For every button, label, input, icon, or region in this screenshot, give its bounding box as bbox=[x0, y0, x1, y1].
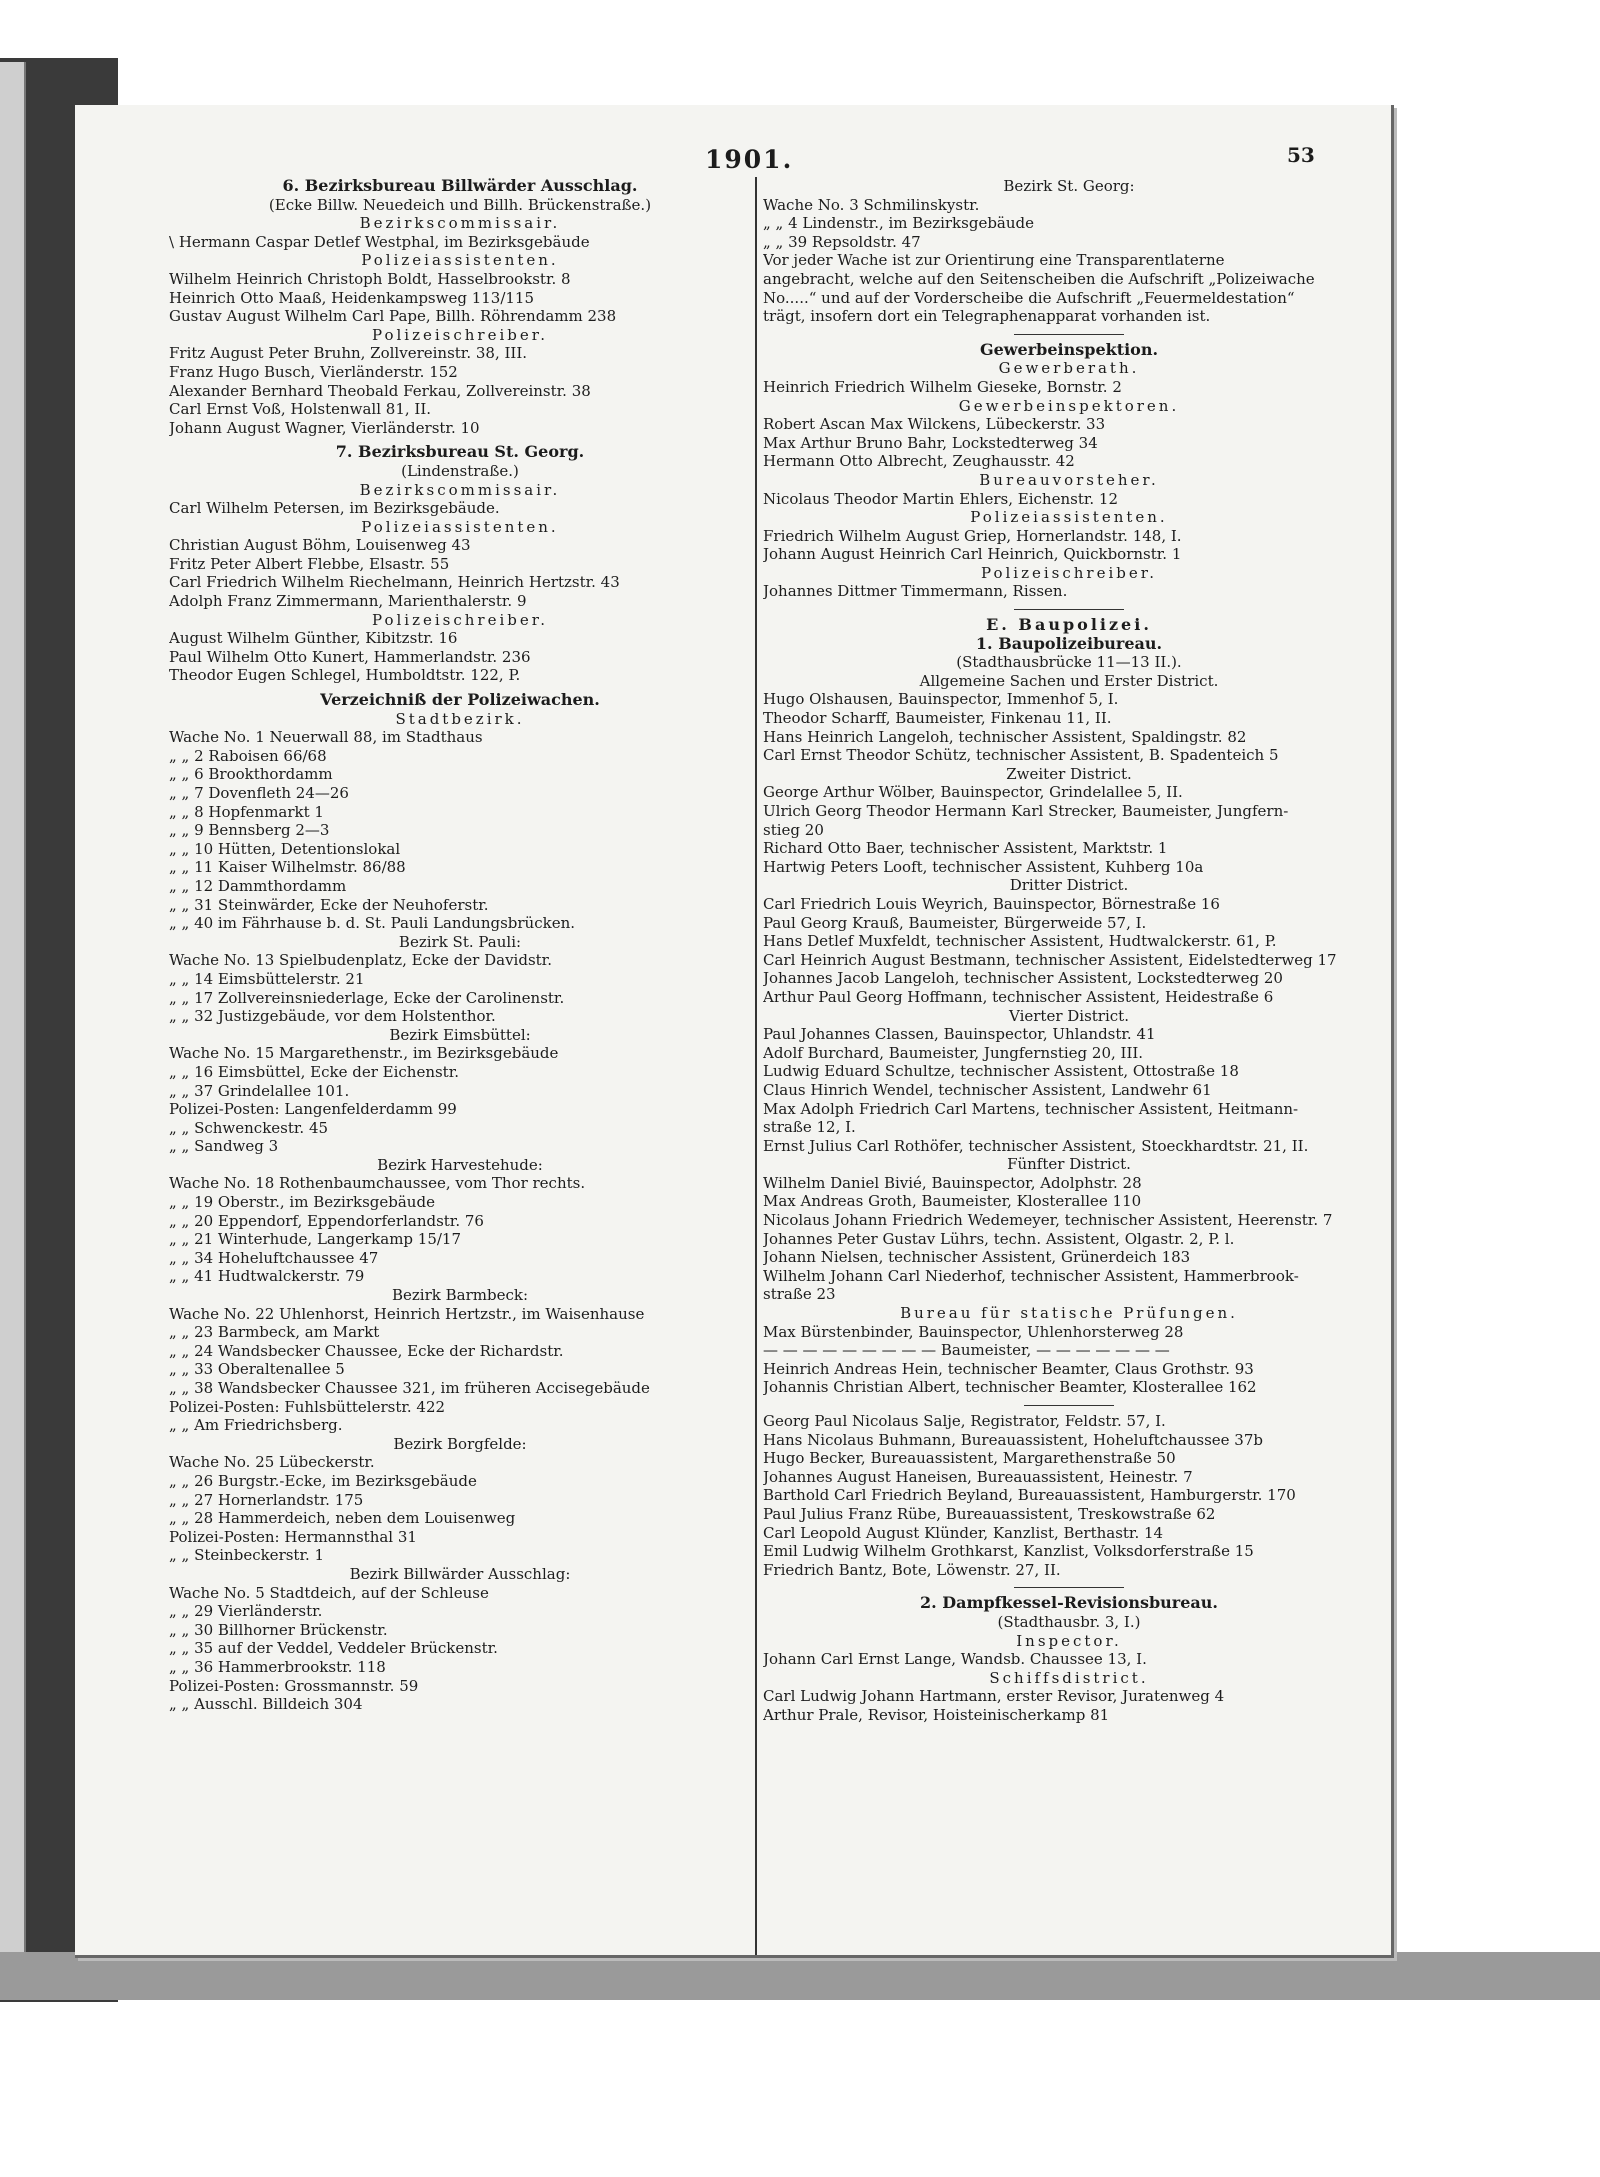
entry-line: Arthur Paul Georg Hoffmann, technischer Assistent, Heidestraße 6 bbox=[763, 987, 1274, 1006]
centered-label: Bezirk St. Georg: bbox=[1003, 177, 1135, 195]
separator-rule bbox=[1024, 1405, 1114, 1406]
subsection-title: Bureau für statische Prüfungen. bbox=[900, 1304, 1238, 1323]
page-year: 1901. bbox=[705, 145, 794, 174]
entry-line: Paul Georg Krauß, Baumeister, Bürgerweide 57, I. bbox=[763, 913, 1147, 932]
centered-label: Vierter District. bbox=[1009, 1006, 1129, 1025]
entry-line: Carl Leopold August Klünder, Kanzlist, Berthastr. 14 bbox=[763, 1523, 1164, 1542]
entry-line: „ „ 28 Hammerdeich, neben dem Louisenweg bbox=[169, 1509, 516, 1528]
entry-line: „ „ 12 Dammthordamm bbox=[169, 876, 347, 895]
entry-line: Fritz Peter Albert Flebbe, Elsastr. 55 bbox=[169, 554, 450, 573]
entry-line: Claus Hinrich Wendel, technischer Assistent, Landwehr 61 bbox=[763, 1080, 1212, 1099]
entry-line: Alexander Bernhard Theobald Ferkau, Zollvereinstr. 38 bbox=[169, 381, 591, 400]
entry-line: „ „ 34 Hoheluftchaussee 47 bbox=[169, 1248, 379, 1267]
entry-line: Johannes Jacob Langeloh, technischer Assistent, Lockstedterweg 20 bbox=[763, 969, 1283, 988]
entry-line: „ „ 14 Eimsbüttelerstr. 21 bbox=[169, 969, 365, 988]
entry-line: Friedrich Bantz, Bote, Löwenstr. 27, II. bbox=[763, 1560, 1061, 1579]
centered-label: (Stadthausbr. 3, I.) bbox=[997, 1612, 1141, 1631]
entry-line: „ „ 8 Hopfenmarkt 1 bbox=[169, 802, 324, 821]
entry-line: „ „ 35 auf der Veddel, Veddeler Brückenstr. bbox=[169, 1639, 498, 1658]
entry-line: No.....“ und auf der Vorderscheibe die Aufschrift „Feuermeldestation“ bbox=[763, 288, 1295, 307]
document-page bbox=[75, 105, 1394, 1958]
centered-label: Bezirk St. Pauli: bbox=[398, 932, 522, 951]
separator-rule bbox=[1014, 1587, 1124, 1588]
entry-line: Hugo Olshausen, Bauinspector, Immenhof 5, I. bbox=[763, 690, 1119, 709]
subsection-title: Polizeischreiber. bbox=[980, 563, 1158, 582]
entry-line: George Arthur Wölber, Bauinspector, Grindelallee 5, II. bbox=[763, 783, 1183, 802]
entry-line: Friedrich Wilhelm August Griep, Hornerlandstr. 148, I. bbox=[763, 526, 1182, 545]
centered-label: Bezirk Harvestehude: bbox=[377, 1155, 543, 1174]
entry-line: August Wilhelm Günther, Kibitzstr. 16 bbox=[169, 629, 458, 648]
entry-line: „ „ 16 Eimsbüttel, Ecke der Eichenstr. bbox=[169, 1062, 459, 1081]
entry-line: stieg 20 bbox=[763, 820, 824, 839]
entry-line: Theodor Scharff, Baumeister, Finkenau 11, II. bbox=[763, 709, 1112, 728]
entry-line: „ „ Schwenckestr. 45 bbox=[169, 1118, 329, 1137]
left-column bbox=[169, 177, 751, 1714]
entry-line: Polizei-Posten: Grossmannstr. 59 bbox=[169, 1676, 419, 1695]
entry-line: Paul Johannes Classen, Bauinspector, Uhlandstr. 41 bbox=[763, 1025, 1156, 1044]
entry-line: „ „ 9 Bennsberg 2—3 bbox=[169, 821, 330, 840]
entry-line: „ „ 21 Winterhude, Langerkamp 15/17 bbox=[169, 1230, 462, 1249]
entry-line: angebracht, welche auf den Seitenscheiben die Aufschrift „Polizeiwache bbox=[763, 269, 1315, 288]
entry-line: „ „ 30 Billhorner Brückenstr. bbox=[169, 1620, 388, 1639]
entry-line: Hans Detlef Muxfeldt, technischer Assistent, Hudtwalckerstr. 61, P. bbox=[763, 932, 1277, 951]
entry-line: Johann August Heinrich Carl Heinrich, Quickbornstr. 1 bbox=[763, 545, 1182, 564]
section-heading: Verzeichniß der Polizeiwachen. bbox=[320, 691, 600, 710]
centered-label: Zweiter District. bbox=[1006, 764, 1132, 783]
subsection-title: Polizeischreiber. bbox=[371, 325, 549, 344]
entry-line: „ „ 6 Brookthordamm bbox=[169, 765, 333, 784]
entry-line: „ „ 11 Kaiser Wilhelmstr. 86/88 bbox=[169, 858, 406, 877]
entry-line: „ „ 20 Eppendorf, Eppendorferlandstr. 76 bbox=[169, 1211, 484, 1230]
centered-label: Bezirk Billwärder Ausschlag: bbox=[349, 1564, 571, 1583]
entry-line: straße 12, I. bbox=[763, 1118, 856, 1137]
entry-line: Heinrich Otto Maaß, Heidenkampsweg 113/115 bbox=[169, 288, 535, 307]
centered-label: (Ecke Billw. Neuedeich und Billh. Brückenstraße.) bbox=[268, 195, 652, 214]
entry-line: Nicolaus Theodor Martin Ehlers, Eichenstr. 12 bbox=[763, 489, 1118, 508]
entry-line: Hartwig Peters Looft, technischer Assistent, Kuhberg 10a bbox=[763, 857, 1204, 876]
entry-line: „ „ 2 Raboisen 66/68 bbox=[169, 746, 327, 765]
entry-line: Johannes Peter Gustav Lührs, techn. Assistent, Olgastr. 2, P. l. bbox=[763, 1229, 1235, 1248]
entry-line: Adolph Franz Zimmermann, Marienthalerstr. 9 bbox=[169, 592, 527, 611]
entry-line: Hans Heinrich Langeloh, technischer Assistent, Spaldingstr. 82 bbox=[763, 727, 1247, 746]
entry-line: Polizei-Posten: Fuhlsbüttelerstr. 422 bbox=[169, 1397, 446, 1416]
entry-line: „ „ 40 im Fährhause b. d. St. Pauli Landungsbrücken. bbox=[169, 914, 576, 933]
entry-line: „ „ 39 Repsoldstr. 47 bbox=[763, 232, 921, 251]
subsection-title: Polizeiassistenten. bbox=[361, 517, 559, 536]
section-heading: 6. Bezirksbureau Billwärder Ausschlag. bbox=[282, 177, 638, 195]
subsection-title: Bezirkscommissair. bbox=[359, 480, 561, 499]
entry-line: Arthur Prale, Revisor, Hoisteinischerkamp 81 bbox=[763, 1705, 1110, 1724]
entry-line: „ „ 31 Steinwärder, Ecke der Neuhoferstr. bbox=[169, 895, 489, 914]
entry-line: Barthold Carl Friedrich Beyland, Bureauassistent, Hamburgerstr. 170 bbox=[763, 1486, 1296, 1505]
centered-label: (Stadthausbrücke 11—13 II.). bbox=[956, 653, 1182, 672]
entry-line: Hugo Becker, Bureauassistent, Margarethenstraße 50 bbox=[763, 1449, 1176, 1468]
entry-line: Max Adolph Friedrich Carl Martens, technischer Assistent, Heitmann- bbox=[763, 1099, 1299, 1118]
entry-line: Carl Wilhelm Petersen, im Bezirksgebäude. bbox=[169, 499, 500, 518]
entry-line: Wache No. 5 Stadtdeich, auf der Schleuse bbox=[169, 1583, 489, 1602]
entry-line: Ulrich Georg Theodor Hermann Karl Strecker, Baumeister, Jungfern- bbox=[763, 802, 1289, 820]
entry-line: „ „ 26 Burgstr.-Ecke, im Bezirksgebäude bbox=[169, 1471, 477, 1490]
scan-left-page-edge bbox=[0, 62, 26, 1998]
entry-line: Carl Friedrich Louis Weyrich, Bauinspector, Börnestraße 16 bbox=[763, 894, 1220, 913]
entry-line: Wilhelm Daniel Bivié, Bauinspector, Adolphstr. 28 bbox=[763, 1173, 1142, 1192]
entry-line: \ Hermann Caspar Detlef Westphal, im Bezirksgebäude bbox=[169, 232, 590, 251]
subsection-title: Bezirkscommissair. bbox=[359, 214, 561, 233]
entry-line: Emil Ludwig Wilhelm Grothkarst, Kanzlist, Volksdorferstraße 15 bbox=[763, 1542, 1254, 1561]
entry-line: Carl Heinrich August Bestmann, technischer Assistent, Eidelstedterweg 17 bbox=[763, 950, 1337, 969]
entry-line: trägt, insofern dort ein Telegraphenapparat vorhanden ist. bbox=[763, 307, 1211, 326]
entry-line: „ „ 38 Wandsbecker Chaussee 321, im früheren Accisegebäude bbox=[169, 1379, 650, 1397]
subsection-title: Polizeischreiber. bbox=[371, 610, 549, 629]
entry-line: Adolf Burchard, Baumeister, Jungfernstieg 20, III. bbox=[763, 1043, 1144, 1062]
entry-line: Ernst Julius Carl Rothöfer, technischer Assistent, Stoeckhardtstr. 21, II. bbox=[763, 1136, 1309, 1155]
right-column bbox=[763, 177, 1375, 1725]
centered-label: (Lindenstraße.) bbox=[401, 461, 519, 480]
entry-line: „ „ 37 Grindelallee 101. bbox=[169, 1081, 350, 1100]
entry-line: „ „ 32 Justizgebäude, vor dem Holstenthor. bbox=[169, 1007, 496, 1026]
entry-line: Ludwig Eduard Schultze, technischer Assistent, Ottostraße 18 bbox=[763, 1062, 1239, 1081]
entry-line: Max Bürstenbinder, Bauinspector, Uhlenhorsterweg 28 bbox=[763, 1322, 1184, 1341]
subsection-title: Gewerbeinspektoren. bbox=[958, 396, 1180, 415]
entry-line: straße 23 bbox=[763, 1285, 836, 1304]
centered-label: Bezirk Barmbeck: bbox=[391, 1286, 528, 1305]
entry-line: „ „ 23 Barmbeck, am Markt bbox=[169, 1323, 380, 1342]
centered-label: Fünfter District. bbox=[1007, 1155, 1131, 1174]
entry-line: Franz Hugo Busch, Vierländerstr. 152 bbox=[169, 362, 458, 381]
entry-line: Paul Julius Franz Rübe, Bureauassistent, Treskowstraße 62 bbox=[763, 1504, 1216, 1523]
entry-line: „ „ 36 Hammerbrookstr. 118 bbox=[169, 1657, 386, 1676]
entry-line: „ „ 33 Oberaltenallee 5 bbox=[169, 1360, 345, 1379]
entry-line: Johann August Wagner, Vierländerstr. 10 bbox=[169, 418, 480, 437]
entry-line: Hans Nicolaus Buhmann, Bureauassistent, Hoheluftchaussee 37b bbox=[763, 1430, 1263, 1449]
centered-label: Bezirk Eimsbüttel: bbox=[389, 1025, 531, 1044]
entry-line: Polizei-Posten: Hermannsthal 31 bbox=[169, 1527, 417, 1546]
subsection-title: Gewerberath. bbox=[998, 359, 1140, 378]
entry-line: „ „ Sandweg 3 bbox=[169, 1137, 279, 1156]
entry-line: Heinrich Friedrich Wilhelm Gieseke, Bornstr. 2 bbox=[763, 377, 1122, 396]
centered-label: Bezirk Borgfelde: bbox=[393, 1434, 527, 1453]
subsection-title: Inspector. bbox=[1016, 1631, 1122, 1650]
entry-line: Richard Otto Baer, technischer Assistent, Marktstr. 1 bbox=[763, 839, 1168, 858]
entry-line: Theodor Eugen Schlegel, Humboldtstr. 122, P. bbox=[169, 666, 521, 685]
entry-line: „ „ 17 Zollvereinsniederlage, Ecke der Carolinenstr. bbox=[169, 988, 565, 1007]
entry-line: „ „ 24 Wandsbecker Chaussee, Ecke der Richardstr. bbox=[169, 1341, 564, 1360]
entry-line: Carl Ernst Theodor Schütz, technischer Assistent, B. Spadenteich 5 bbox=[763, 746, 1279, 765]
section-heading: E. Baupolizei. bbox=[986, 616, 1152, 635]
subsection-title: Stadtbezirk. bbox=[395, 709, 525, 728]
entry-line: Wilhelm Johann Carl Niederhof, technischer Assistent, Hammerbrook- bbox=[763, 1266, 1299, 1285]
entry-line: Robert Ascan Max Wilckens, Lübeckerstr. 33 bbox=[763, 415, 1106, 434]
entry-line: Johann Carl Ernst Lange, Wandsb. Chaussee 13, I. bbox=[763, 1650, 1147, 1669]
entry-line: Johannes August Haneisen, Bureauassistent, Heinestr. 7 bbox=[763, 1467, 1193, 1486]
section-heading: 7. Bezirksbureau St. Georg. bbox=[335, 443, 585, 462]
column-divider bbox=[755, 177, 757, 1955]
separator-rule bbox=[1014, 334, 1124, 335]
scan-bottom-margin bbox=[0, 1952, 1600, 2000]
entry-line: „ „ Ausschl. Billdeich 304 bbox=[169, 1695, 363, 1714]
entry-line: Wache No. 1 Neuerwall 88, im Stadthaus bbox=[169, 728, 483, 747]
entry-line: Vor jeder Wache ist zur Orientirung eine Transparentlaterne bbox=[763, 251, 1225, 270]
entry-line: Paul Wilhelm Otto Kunert, Hammerlandstr. 236 bbox=[169, 647, 531, 666]
entry-line: Wache No. 18 Rothenbaumchaussee, vom Thor rechts. bbox=[169, 1174, 586, 1193]
entry-line: Wache No. 13 Spielbudenplatz, Ecke der Davidstr. bbox=[169, 951, 552, 970]
entry-line: Wache No. 22 Uhlenhorst, Heinrich Hertzstr., im Waisenhause bbox=[169, 1304, 645, 1323]
subsection-title: Polizeiassistenten. bbox=[361, 251, 559, 270]
entry-line: Max Andreas Groth, Baumeister, Klosterallee 110 bbox=[763, 1192, 1142, 1211]
section-heading: 1. Baupolizeibureau. bbox=[975, 634, 1163, 653]
entry-line: Wache No. 3 Schmilinskystr. bbox=[763, 195, 980, 214]
entry-line: Heinrich Andreas Hein, technischer Beamter, Claus Grothstr. 93 bbox=[763, 1359, 1254, 1378]
entry-line: „ „ Am Friedrichsberg. bbox=[169, 1416, 343, 1435]
entry-line: Polizei-Posten: Langenfelderdamm 99 bbox=[169, 1100, 457, 1119]
entry-line: „ „ 27 Hornerlandstr. 175 bbox=[169, 1490, 364, 1509]
entry-line: „ „ 7 Dovenfleth 24—26 bbox=[169, 784, 349, 802]
entry-line: Wilhelm Heinrich Christoph Boldt, Hasselbrookstr. 8 bbox=[169, 269, 571, 288]
subsection-title: Polizeiassistenten. bbox=[970, 508, 1168, 527]
entry-line: Gustav August Wilhelm Carl Pape, Billh. Röhrendamm 238 bbox=[169, 307, 617, 326]
entry-line: Johannis Christian Albert, technischer Beamter, Klosterallee 162 bbox=[763, 1378, 1257, 1397]
subsection-title: Schiffsdistrict. bbox=[989, 1668, 1149, 1687]
entry-line: „ „ 4 Lindenstr., im Bezirksgebäude bbox=[763, 214, 1035, 233]
entry-line: Wache No. 15 Margarethenstr., im Bezirksgebäude bbox=[169, 1044, 559, 1063]
separator-rule bbox=[1014, 609, 1124, 610]
entry-line: „ „ Steinbeckerstr. 1 bbox=[169, 1546, 325, 1565]
entry-line: Georg Paul Nicolaus Salje, Registrator, Feldstr. 57, I. bbox=[763, 1412, 1166, 1430]
entry-line: Wache No. 25 Lübeckerstr. bbox=[169, 1453, 375, 1472]
entry-line: — — — — — — — — — Baumeister, — — — — — — — bbox=[763, 1341, 1170, 1360]
entry-line: „ „ 41 Hudtwalckerstr. 79 bbox=[169, 1267, 365, 1286]
entry-line: „ „ 19 Oberstr., im Bezirksgebäude bbox=[169, 1193, 435, 1212]
entry-line: Fritz August Peter Bruhn, Zollvereinstr. 38, III. bbox=[169, 344, 528, 363]
centered-label: Allgemeine Sachen und Erster District. bbox=[919, 671, 1219, 690]
entry-line: Max Arthur Bruno Bahr, Lockstedterweg 34 bbox=[763, 433, 1098, 452]
section-heading: Gewerbeinspektion. bbox=[979, 340, 1159, 359]
section-heading: 2. Dampfkessel-Revisionsbureau. bbox=[920, 1594, 1218, 1613]
entry-line: Johannes Dittmer Timmermann, Rissen. bbox=[763, 582, 1068, 601]
page-number: 53 bbox=[1287, 143, 1315, 167]
entry-line: Nicolaus Johann Friedrich Wedemeyer, technischer Assistent, Heerenstr. 7 bbox=[763, 1211, 1333, 1230]
entry-line: „ „ 29 Vierländerstr. bbox=[169, 1602, 323, 1621]
entry-line: Carl Friedrich Wilhelm Riechelmann, Heinrich Hertzstr. 43 bbox=[169, 573, 620, 592]
entry-line: Carl Ernst Voß, Holstenwall 81, II. bbox=[169, 400, 432, 419]
subsection-title: Bureauvorsteher. bbox=[979, 470, 1159, 489]
centered-label: Dritter District. bbox=[1009, 876, 1129, 895]
entry-line: „ „ 10 Hütten, Detentionslokal bbox=[169, 839, 401, 858]
entry-line: Carl Ludwig Johann Hartmann, erster Revisor, Juratenweg 4 bbox=[763, 1687, 1225, 1706]
entry-line: Hermann Otto Albrecht, Zeughausstr. 42 bbox=[763, 452, 1075, 471]
entry-line: Johann Nielsen, technischer Assistent, Grünerdeich 183 bbox=[763, 1248, 1191, 1267]
entry-line: Christian August Böhm, Louisenweg 43 bbox=[169, 536, 471, 555]
